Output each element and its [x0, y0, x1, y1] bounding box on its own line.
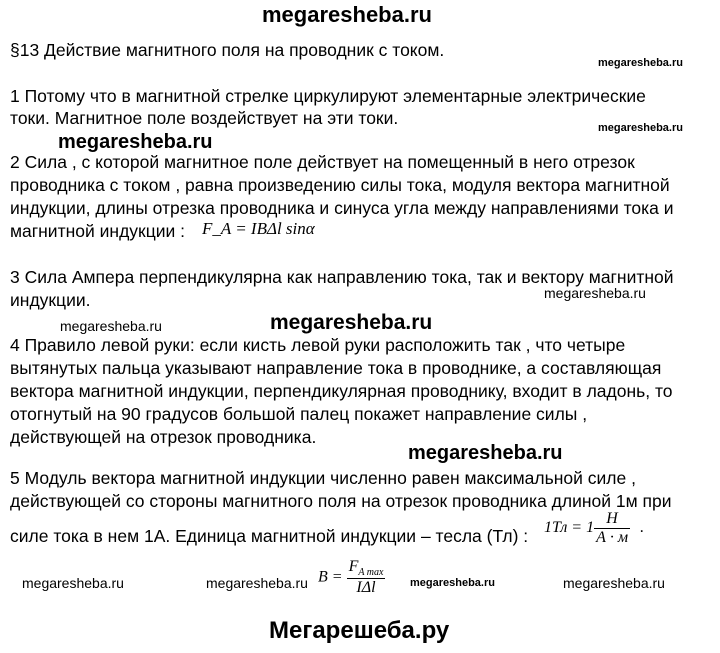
answer-5-line-1: 5 Модуль вектора магнитной индукции численно равен максимальной силе , — [10, 468, 636, 488]
answer-5-line-2: действующей со стороны магнитного поля на отрезок проводника длиной 1м при — [10, 491, 672, 511]
answer-4-line-2: вытянутых пальца указывают направление тока в проводнике, а составляющая — [10, 358, 662, 378]
watermark-mid: megaresheba.ru — [58, 131, 213, 153]
watermark-small: megaresheba.ru — [22, 575, 124, 591]
watermark-small: megaresheba.ru — [598, 57, 683, 69]
watermark-small: megaresheba.ru — [206, 575, 308, 591]
watermark-small: megaresheba.ru — [410, 577, 495, 589]
tesla-lhs: 1Тл = 1 — [544, 519, 595, 537]
answer-2-line-1: 2 Сила , с которой магнитное поле действует на помещенный в него отрезок — [10, 152, 635, 172]
watermark-small: megaresheba.ru — [563, 575, 665, 591]
b-numerator — [347, 558, 386, 579]
watermark-top: megaresheba.ru — [262, 2, 432, 27]
answer-1-line-2: токи. Магнитное поле воздействует на эти токи. — [10, 108, 399, 128]
ampere-force-formula — [202, 219, 315, 239]
tesla-fraction — [594, 510, 630, 547]
answer-5-line-3: силе тока в нем 1А. Единица магнитной индукции – тесла (Тл) : — [10, 526, 529, 546]
answer-3-line-1: 3 Сила Ампера перпендикулярна как направлению тока, так и вектору магнитной — [10, 267, 674, 287]
b-numerator-main: F — [348, 558, 359, 575]
answer-4-line-5: действующей на отрезок проводника. — [10, 427, 317, 447]
watermark-mid: megaresheba.ru — [408, 442, 563, 464]
tesla-tail: . — [640, 519, 645, 537]
answer-3-line-2: индукции. — [10, 290, 91, 310]
b-fraction — [347, 558, 386, 597]
answer-2-line-3: индукции, длины отрезка проводника и синуса угла между направлениями тока и — [10, 198, 674, 218]
answer-2-line-2: проводника с током , равна произведению силы тока, модуля вектора магнитной — [10, 175, 670, 195]
watermark-small: megaresheba.ru — [60, 318, 162, 334]
tesla-denominator: А · м — [596, 529, 629, 546]
b-lhs: B = — [318, 568, 343, 586]
answer-4-line-4: отогнутый на 90 градусов большой палец покажет направление силы , — [10, 404, 588, 424]
answer-2-line-4: магнитной индукции : — [10, 221, 185, 241]
tesla-numerator: Н — [594, 510, 630, 529]
b-field-formula — [318, 558, 385, 597]
section-heading: §13 Действие магнитного поля на проводник с током. — [10, 40, 445, 60]
answer-1-line-1: 1 Потому что в магнитной стрелке циркулируют элементарные электрические — [10, 86, 646, 106]
b-denominator: IΔl — [356, 579, 376, 597]
ampere-force-formula-text: F_A = IBΔl sinα — [202, 219, 315, 238]
footer-watermark: Мегарешеба.ру — [269, 617, 450, 644]
watermark-mid: megaresheba.ru — [270, 311, 433, 334]
answer-4-line-3: вектора магнитной индукции, перпендикулярная проводнику, входит в ладонь, то — [10, 381, 673, 401]
watermark-small: megaresheba.ru — [598, 122, 683, 134]
watermark-small: megaresheba.ru — [544, 285, 646, 301]
b-numerator-sub: A max — [358, 567, 384, 579]
answer-4-line-1: 4 Правило левой руки: если кисть левой руки расположить так , что четыре — [10, 335, 626, 355]
tesla-unit-formula — [544, 510, 644, 547]
